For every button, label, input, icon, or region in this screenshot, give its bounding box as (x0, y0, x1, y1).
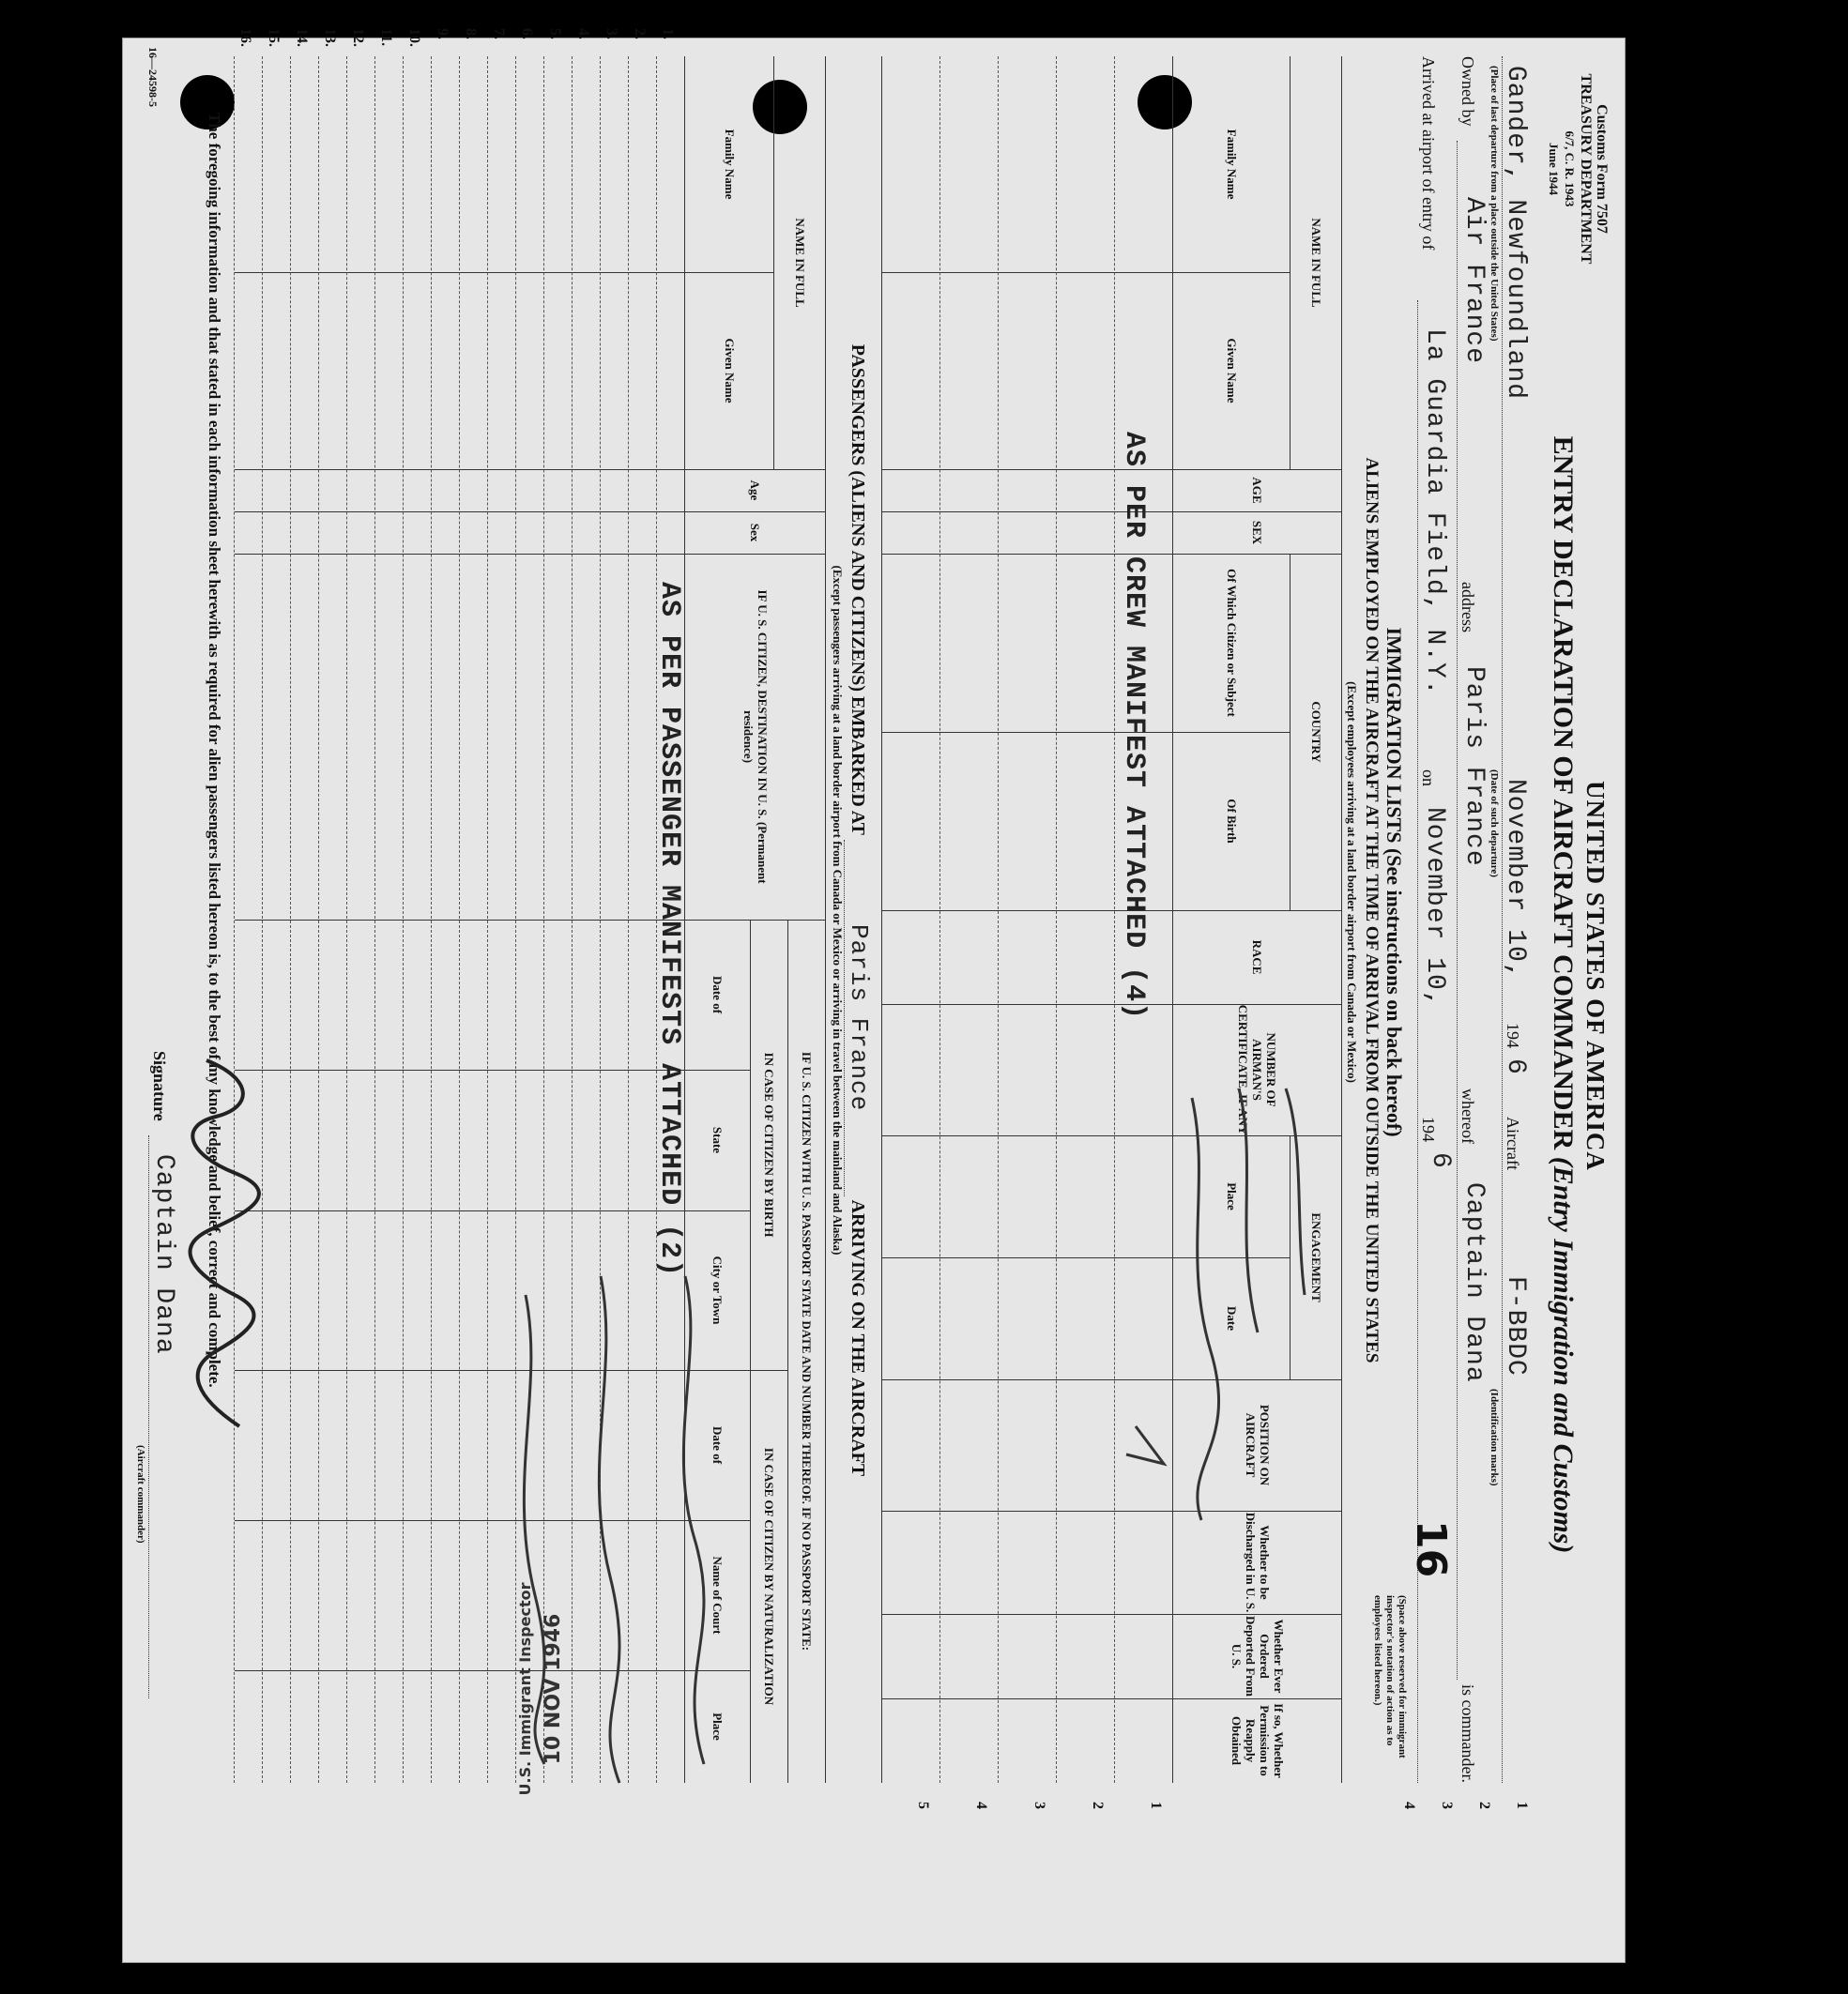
pcol-passport-head: IF U. S. CITIZEN WITH U. S. PASSPORT STATE DATE AND NUMBER THEREOF. IF NO PASSPORT STATE: (800, 1051, 815, 1652)
margin-number: 1 (1514, 1802, 1530, 1809)
passenger-row-number: 7. (491, 28, 507, 39)
year-digit: 6 (1426, 1152, 1455, 1169)
pcol-city: City or Town (710, 1256, 725, 1325)
passenger-row-number: 13. (322, 28, 338, 47)
margin-number: 3 (1439, 1802, 1455, 1809)
commander-name: Captain Dana (1459, 1182, 1489, 1383)
form-number: Customs Form 7507 (1594, 104, 1610, 234)
passenger-row-number: 4. (575, 28, 591, 39)
immigration-title: IMMIGRATION LISTS (See instructions on back hereof) (1382, 627, 1406, 1137)
arrival-date: November 10, (1420, 807, 1449, 1008)
inspector-stamp (516, 1539, 629, 1839)
col-family-name: Family Name (1225, 129, 1239, 200)
passenger-row-number: 11. (378, 28, 394, 47)
year-digit: 6 (1501, 1058, 1530, 1075)
passenger-row-number: 1. (660, 28, 676, 39)
arrived-label: Arrived at airport of entry of (1419, 56, 1438, 251)
year-prefix: 194 (1504, 1023, 1522, 1048)
col-engagement: ENGAGEMENT (1309, 1212, 1323, 1302)
col-age: AGE (1250, 477, 1265, 504)
passenger-row-number: 10. (406, 28, 422, 47)
inspector-stamp-date: 10 NOV 1946 (542, 1613, 565, 1765)
inspector-number: 16 (1407, 1520, 1455, 1578)
col-given-name: Given Name (1225, 338, 1239, 403)
passenger-stamp-count: (2) (653, 1224, 685, 1278)
on-label: on (1419, 769, 1438, 786)
passenger-stamp-text: AS PER PASSENGER MANIFESTS ATTACHED (653, 582, 685, 1207)
pcol-by-birth: IN CASE OF CITIZEN BY BIRTH (762, 1052, 777, 1238)
pcol-date-of-2: Date of (710, 1425, 725, 1465)
marks-caption: (Identification marks) (1489, 1389, 1500, 1486)
col-engagement-date: Date (1225, 1306, 1239, 1331)
date-caption: (Date of such departure) (1489, 769, 1500, 877)
printer-code: 16—24598-5 (146, 47, 160, 107)
passenger-row-number: 9. (435, 28, 451, 39)
reserved-note: (Space above reserved for immigrant inspector's notation of action as to employees listed hereon.) (1372, 1595, 1408, 1758)
col-name-in-full: NAME IN FULL (1309, 218, 1323, 308)
signature-label: Signature (150, 1051, 169, 1121)
department: TREASURY DEPARTMENT (1578, 73, 1594, 265)
aliens-title: ALIENS EMPLOYED ON THE AIRCRAFT AT THE TIME OF ARRIVAL FROM OUTSIDE THE UNITED STATES (1362, 457, 1382, 1363)
owner: Air France (1459, 197, 1489, 365)
pcol-place: Place (710, 1712, 725, 1741)
departure-line (1489, 56, 1530, 1783)
row-number: 1 (1148, 1802, 1164, 1809)
owned-by-label: Owned by (1459, 56, 1477, 127)
whereof-label: whereof (1459, 1088, 1477, 1144)
margin-number: 2 (1476, 1802, 1492, 1809)
regulation: 6/7, C. R. 1943 (1563, 130, 1577, 207)
inspector-stamp-text: U.S. Immigrant Inspector (516, 1582, 534, 1796)
passenger-row-number: 6. (519, 28, 535, 39)
passenger-row-number: 5. (547, 28, 563, 39)
passenger-row-number: 12. (350, 28, 366, 47)
crew-stamp-count: (4) (1118, 967, 1150, 1021)
col-of-birth: Of Birth (1225, 799, 1239, 844)
pcol-sex: Sex (748, 523, 763, 542)
passenger-row-number: 3. (603, 28, 619, 39)
passengers-except: (Except passengers arriving at a land border airport from Canada or Mexico or arriving in travel between the mainland and Alaska) (831, 565, 845, 1256)
passengers-title-prefix: PASSENGERS (ALIENS AND CITIZENS) EMBARKED AT (848, 343, 868, 835)
passenger-row-number: 14. (294, 28, 310, 47)
pcol-date-of: Date of (710, 975, 725, 1014)
pcol-age: Age (748, 479, 763, 501)
passenger-row-number: 2. (632, 28, 648, 39)
signature-scribble-icon (178, 1051, 263, 1445)
col-sex: SEX (1250, 520, 1265, 545)
signature-caption: (Aircraft commander) (135, 1445, 146, 1544)
aircraft-label: Aircraft (1504, 1117, 1522, 1170)
aircraft-marks: F-BBDC (1501, 1276, 1530, 1377)
passenger-row-number: 16. (237, 28, 253, 47)
owner-line (1451, 56, 1489, 1783)
certification-text: The foregoing information and that stated in each information sheet herewith as required for alien passengers listed hereon is, to the best of my knowledge and belief, correct and complete. (206, 113, 223, 1388)
row-number: 5 (915, 1802, 931, 1809)
embarked-at: Paris France (844, 840, 873, 1196)
col-deported: Whether Ever Ordered Deported From U. S. (1229, 1615, 1286, 1697)
passenger-row-number: 15. (266, 28, 282, 47)
col-engagement-place: Place (1225, 1182, 1239, 1210)
pcol-name-in-full: NAME IN FULL (793, 218, 807, 308)
owner-address: Paris France (1459, 666, 1489, 867)
row-number: 2 (1090, 1802, 1106, 1809)
handwritten-annotation-icon (967, 1070, 1323, 1539)
passengers-title (844, 94, 873, 1727)
country-heading: UNITED STATES OF AMERICA (1581, 781, 1610, 1171)
address-label: address (1459, 582, 1477, 632)
form-title (1547, 385, 1579, 1605)
aliens-except: (Except employees arriving at a land border airport from Canada or Mexico) (1345, 681, 1359, 1083)
pcol-state: State (710, 1126, 725, 1154)
form-title-main: ENTRY DECLARATION OF AIRCRAFT COMMANDER (1548, 435, 1579, 1150)
entry-declaration-form (122, 28, 1624, 1961)
row-number: 4 (973, 1802, 989, 1809)
passengers-title-suffix: ARRIVING ON THE AIRCRAFT (848, 1199, 868, 1477)
col-race: RACE (1250, 939, 1265, 975)
pcol-by-naturalization: IN CASE OF CITIZEN BY NATURALIZATION (762, 1447, 777, 1706)
year-prefix: 194 (1419, 1117, 1438, 1142)
pcol-family-name: Family Name (723, 129, 737, 200)
airport-of-entry: La Guardia Field, N.Y. (1420, 328, 1449, 696)
col-country: COUNTRY (1309, 701, 1323, 763)
departure-date: November 10, (1501, 779, 1530, 980)
pcol-destination: IF U. S. CITIZEN, DESTINATION IN U. S. (Permanent residence) (741, 589, 770, 884)
col-position: POSITION ON AIRCRAFT (1244, 1404, 1272, 1486)
margin-number: 4 (1401, 1802, 1417, 1809)
passenger-row-number: 8. (463, 28, 479, 39)
form-title-paren: (Entry Immigration and Customs) (1548, 1156, 1579, 1554)
col-citizen-of: Of Which Citizen or Subject (1225, 569, 1239, 717)
col-discharged: Whether to be Discharged in U. S. (1244, 1512, 1272, 1613)
edition: June 1944 (1547, 143, 1561, 195)
form-identifier (1546, 47, 1610, 291)
signature-typed: Captain Dana (149, 1154, 178, 1355)
passenger-manifest-stamp (653, 582, 685, 1277)
pcol-court: Name of Court (710, 1556, 725, 1635)
place-of-departure: Gander, Newfoundland (1501, 66, 1530, 401)
col-airman-cert: NUMBER OF AIRMAN'S CERTIFICATE, IF ANY (1236, 1004, 1279, 1135)
handwritten-signature (164, 1051, 263, 1445)
crew-manifest-stamp (1118, 432, 1150, 1020)
pcol-given-name: Given Name (723, 338, 737, 403)
commander-suffix: is commander. (1459, 1684, 1477, 1783)
place-caption: (Place of last departure from a place outside the United States) (1489, 66, 1500, 342)
crew-stamp-text: AS PER CREW MANIFEST ATTACHED (1118, 432, 1150, 950)
col-permission: If so, Whether Permission to Reapply Obtained (1229, 1703, 1286, 1778)
row-number: 3 (1031, 1802, 1047, 1809)
